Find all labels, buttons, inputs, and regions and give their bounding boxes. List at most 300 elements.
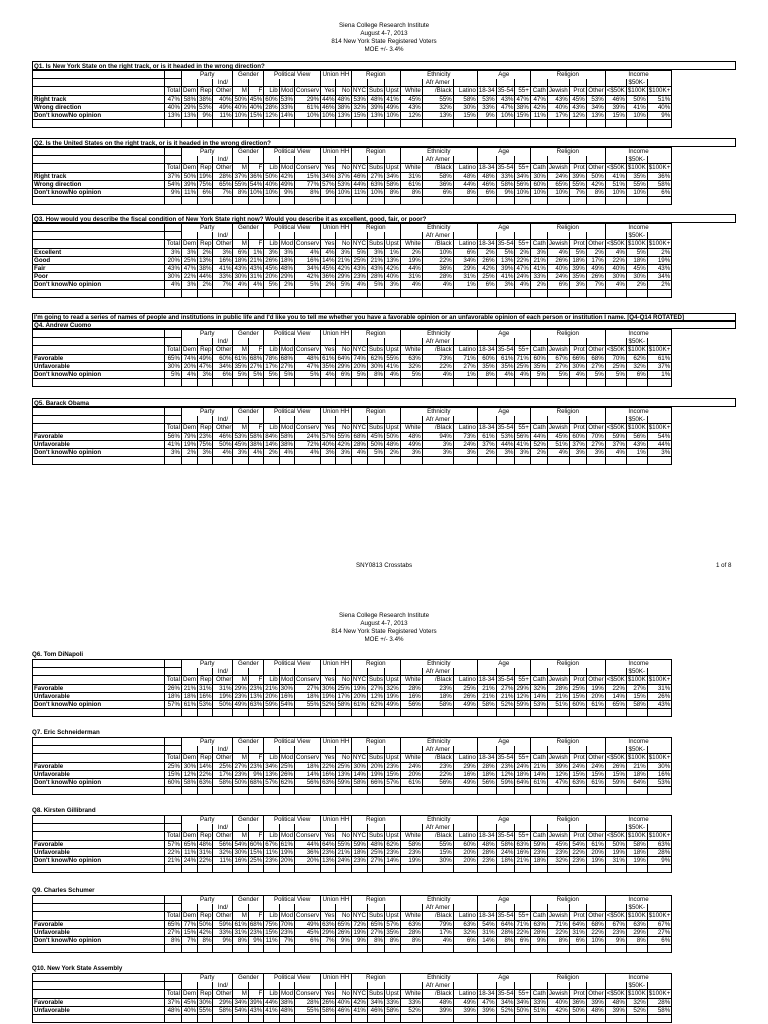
header-sub-cell	[547, 668, 569, 676]
spacer-cell	[295, 120, 321, 128]
table-cell: 63%	[453, 920, 477, 928]
header-sub-cell	[385, 904, 401, 912]
table-cell: 2%	[586, 248, 605, 256]
header-sub-cell	[248, 668, 263, 676]
table-cell: 25%	[165, 762, 182, 770]
column-header: No	[336, 240, 351, 248]
spacer-cell	[477, 457, 496, 465]
table-cell: 14%	[386, 857, 399, 865]
spacer-cell	[547, 945, 569, 953]
header-sub-cell: $50K-	[626, 746, 647, 754]
spacer-cell	[198, 787, 213, 795]
column-header: Other	[586, 164, 605, 172]
table-cell: 14%	[199, 762, 212, 770]
table-cell: 27%	[367, 684, 384, 692]
table-cell: 26%	[322, 998, 335, 1006]
column-header: Dem	[183, 164, 197, 172]
header-group: Region	[351, 71, 400, 79]
table-cell: 3%	[336, 448, 351, 456]
table-cell: 19%	[647, 256, 672, 264]
table-cell: 50%	[367, 440, 384, 448]
column-header: /Black	[422, 990, 453, 998]
header-sub-cell: Ind/	[213, 746, 233, 754]
table-row	[33, 856, 672, 864]
table-cell: 15%	[626, 692, 647, 700]
crosstab-table	[32, 973, 672, 1023]
spacer-cell	[477, 787, 496, 795]
spacer-cell	[233, 1014, 248, 1022]
column-header: Conserv	[296, 424, 320, 432]
table-cell: 55%	[234, 180, 247, 188]
column-header: Other	[213, 990, 233, 998]
header-group: Income	[605, 71, 672, 79]
table-cell: 28%	[400, 684, 422, 692]
column-header: White	[400, 240, 422, 248]
table-cell: 32%	[453, 928, 477, 936]
column-header: NYC	[352, 832, 366, 840]
header-group: Religion	[530, 224, 605, 232]
header-moe: MOE +/- 3.4%	[364, 46, 404, 53]
header-sub-cell	[248, 904, 263, 912]
header-sub-cell	[647, 746, 672, 754]
question-title: Q4. Andrew Cuomo	[32, 320, 736, 329]
column-header: Other	[213, 424, 233, 432]
spacer-cell	[351, 379, 367, 387]
table-cell: 4%	[496, 370, 515, 378]
spacer-cell	[33, 1014, 165, 1022]
column-header: Cath	[530, 754, 547, 762]
spacer-cell	[569, 787, 586, 795]
table-cell: 20%	[367, 762, 384, 770]
header-sub-cell	[233, 338, 248, 346]
table-cell: 32%	[530, 684, 547, 692]
column-header: Upst	[386, 990, 399, 998]
header-group: Region	[351, 738, 400, 746]
table-cell: 66%	[367, 778, 384, 786]
spacer-cell	[530, 865, 547, 873]
header-group: Ethnicity	[400, 896, 477, 904]
column-header: Dem	[183, 832, 197, 840]
table-cell: 24%	[496, 848, 515, 856]
table-cell: 32%	[422, 103, 453, 111]
header-sub-cell: Ind/	[213, 904, 233, 912]
header-sub-cell	[586, 338, 605, 346]
column-header: 35-54	[497, 164, 514, 172]
row-label: Unfavorable	[33, 362, 165, 370]
spacer-cell	[336, 289, 351, 297]
table-cell: 45%	[234, 440, 247, 448]
spacer-cell	[264, 197, 279, 205]
table-cell: 1%	[453, 281, 477, 289]
table-cell: 50%	[234, 779, 247, 787]
table-cell: 24%	[547, 273, 569, 281]
header-blank	[33, 974, 165, 982]
table-cell: 42%	[351, 998, 367, 1006]
table-cell: 3%	[422, 448, 453, 456]
table-cell: 56%	[626, 432, 647, 440]
header-sub-cell	[33, 982, 165, 990]
table-cell: 53%	[530, 700, 547, 708]
table-cell: 54%	[165, 180, 182, 188]
spacer-cell	[367, 1014, 384, 1022]
table-cell: 31%	[249, 273, 263, 281]
column-header: Rep	[198, 240, 213, 248]
table-cell: 17%	[213, 770, 233, 778]
table-cell: 19%	[605, 848, 626, 856]
table-cell: 5%	[586, 370, 605, 378]
table-cell: 34%	[516, 172, 529, 180]
spacer-cell	[453, 289, 477, 297]
column-header: White	[400, 832, 422, 840]
header-sub-cell	[233, 904, 248, 912]
spacer-cell	[351, 457, 367, 465]
table-cell: 94%	[422, 432, 453, 440]
header-dates: August 4-7, 2013	[360, 620, 408, 627]
table-cell: 20%	[265, 273, 278, 281]
row-label: Don't know/No opinion	[33, 936, 165, 944]
column-header: Jewish	[548, 754, 568, 762]
table-cell: 50%	[605, 840, 626, 848]
table-cell: 31%	[477, 928, 496, 936]
table-cell: 6%	[233, 248, 248, 256]
column-header: $100K	[627, 754, 646, 762]
table-cell: 29%	[516, 684, 529, 692]
table-cell: 47%	[516, 95, 529, 103]
crosstab-table	[32, 407, 672, 465]
table-cell: 9%	[279, 188, 294, 196]
header-sub-cell	[547, 746, 569, 754]
header-blank	[33, 408, 165, 416]
table-row	[33, 448, 672, 456]
spacer-cell	[321, 1014, 336, 1022]
spacer-cell	[626, 120, 647, 128]
table-cell: 32%	[400, 362, 422, 370]
table-row	[33, 998, 672, 1006]
table-cell: 4%	[569, 370, 586, 378]
column-header: $100K+	[648, 832, 671, 840]
table-cell: 10%	[265, 189, 278, 197]
table-cell: 32%	[626, 362, 647, 370]
table-cell: 63%	[322, 779, 335, 787]
table-cell: 60%	[165, 778, 182, 786]
table-cell: 48%	[199, 840, 212, 848]
header-group: Political View	[264, 408, 321, 416]
spacer-cell	[33, 120, 165, 128]
column-header: Upst	[386, 676, 399, 684]
spacer-cell	[547, 1014, 569, 1022]
column-header: Jewish	[548, 164, 568, 172]
table-cell: 40%	[547, 264, 569, 272]
header-group: Political View	[264, 224, 321, 232]
spacer-cell	[165, 197, 182, 205]
table-cell: 6%	[477, 281, 496, 289]
table-cell: 5%	[165, 370, 182, 378]
header-sub-cell	[336, 746, 351, 754]
table-cell: 39%	[569, 264, 586, 272]
header-blank	[33, 990, 165, 998]
table-cell: 7%	[569, 188, 586, 196]
table-cell: 29%	[626, 928, 647, 936]
spacer-cell	[264, 457, 279, 465]
column-header: /Black	[422, 754, 453, 762]
header-sub-cell: Afr Amer	[422, 668, 453, 676]
spacer-row	[33, 1014, 672, 1022]
spacer-cell	[336, 457, 351, 465]
table-cell: 31%	[453, 273, 477, 281]
column-header: 35-54	[497, 424, 514, 432]
table-cell: 43%	[351, 264, 367, 272]
table-cell: 35%	[626, 172, 647, 180]
table-cell: 53%	[351, 95, 367, 103]
header-group: Union HH	[322, 330, 350, 338]
header-sub-cell: Ind/	[213, 982, 233, 990]
spacer-cell	[569, 289, 586, 297]
header-sub-cell	[496, 904, 515, 912]
column-header: 18-34	[478, 424, 495, 432]
header-sub-cell: Ind/	[213, 232, 233, 240]
table-cell: 12%	[496, 770, 515, 778]
table-cell: 10%	[234, 112, 247, 120]
table-cell: 40%	[322, 440, 335, 448]
table-cell: 61%	[295, 103, 321, 111]
spacer-cell	[400, 289, 422, 297]
spacer-cell	[605, 865, 626, 873]
column-header: Total	[165, 240, 182, 248]
table-cell: 36%	[569, 998, 586, 1006]
header-group: Gender	[233, 71, 264, 79]
spacer-cell	[213, 787, 233, 795]
header-sub-cell	[182, 904, 198, 912]
column-header: Total	[165, 346, 182, 354]
header-group: Party	[182, 148, 233, 156]
table-row	[33, 692, 672, 700]
header-sub-cell	[496, 79, 515, 87]
table-cell: 60%	[453, 840, 477, 848]
table-cell: 60%	[213, 354, 233, 362]
column-header: Lib	[264, 424, 279, 432]
table-cell: 39%	[453, 1006, 477, 1014]
table-cell: 3%	[400, 448, 422, 456]
table-cell: 24%	[295, 432, 321, 440]
table-cell: 5%	[264, 281, 279, 289]
table-cell: 14%	[477, 936, 496, 944]
spacer-cell	[647, 709, 672, 717]
spacer-cell	[295, 865, 321, 873]
column-header: Rep	[198, 676, 213, 684]
header-sub-cell	[400, 156, 422, 164]
header-group: Gender	[233, 974, 264, 982]
table-cell: 79%	[182, 432, 198, 440]
table-cell: 14%	[265, 440, 278, 448]
table-cell: 78%	[265, 354, 278, 362]
table-cell: 56%	[477, 778, 496, 786]
table-cell: 17%	[337, 692, 350, 700]
table-cell: 34%	[453, 256, 477, 264]
table-cell: 61%	[322, 354, 335, 362]
table-cell: 19%	[367, 770, 384, 778]
column-header: White	[400, 424, 422, 432]
header-sub-cell	[351, 232, 367, 240]
table-cell: 2%	[321, 281, 336, 289]
table-cell: 61%	[477, 432, 496, 440]
column-header: White	[400, 346, 422, 354]
table-cell: 24%	[337, 857, 350, 865]
column-header: Prot	[569, 990, 586, 998]
table-cell: 3%	[569, 448, 586, 456]
table-cell: 48%	[586, 1006, 605, 1014]
table-cell: 23%	[386, 848, 399, 856]
header-group: Gender	[233, 330, 264, 338]
column-header: Latino	[453, 832, 477, 840]
column-header: Other	[586, 240, 605, 248]
column-header: Yes	[321, 832, 336, 840]
header-sub-cell: $50K-	[626, 982, 647, 990]
header-sub-cell	[605, 904, 626, 912]
table-cell: 52%	[530, 440, 547, 448]
header-sub-cell: $50K-	[626, 904, 647, 912]
table-cell: 53%	[199, 103, 212, 111]
table-cell: 20%	[265, 692, 278, 700]
header-sub-cell	[321, 668, 336, 676]
spacer-cell	[515, 289, 530, 297]
column-header: M	[233, 164, 248, 172]
table-cell: 36%	[322, 273, 335, 281]
table-cell: 45%	[626, 264, 647, 272]
column-header: Mod	[280, 754, 294, 762]
header-group: Ethnicity	[400, 71, 477, 79]
table-cell: 13%	[337, 770, 350, 778]
table-cell: 10%	[547, 188, 569, 196]
header-sub-cell	[400, 904, 422, 912]
column-header: $100K	[627, 912, 646, 920]
header-sub-cell	[351, 668, 367, 676]
header-sub-cell	[547, 156, 569, 164]
spacer-cell	[295, 197, 321, 205]
table-cell: 11%	[213, 856, 233, 864]
spacer-cell	[198, 289, 213, 297]
header-blank	[33, 754, 165, 762]
column-header: F	[248, 912, 263, 920]
table-cell: 62%	[386, 840, 399, 848]
row-label: Favorable	[33, 354, 165, 362]
header-group: Party	[182, 71, 233, 79]
table-cell: 1%	[248, 248, 263, 256]
table-cell: 53%	[647, 778, 672, 786]
header-sub-cell	[198, 668, 213, 676]
table-cell: 17%	[586, 256, 605, 264]
spacer-cell	[547, 457, 569, 465]
column-header: Prot	[569, 164, 586, 172]
spacer-cell	[496, 787, 515, 795]
spacer-cell	[586, 865, 605, 873]
header-row-columns	[33, 912, 672, 920]
spacer-cell	[569, 120, 586, 128]
header-row-groups	[33, 71, 672, 79]
table-cell: 46%	[322, 103, 335, 111]
row-label: Wrong direction	[33, 103, 165, 111]
spacer-cell	[422, 787, 453, 795]
table-row	[33, 840, 672, 848]
column-header: F	[248, 346, 263, 354]
table-cell: 5%	[400, 370, 422, 378]
header-sub-cell	[586, 904, 605, 912]
table-cell: 33%	[213, 928, 233, 936]
table-cell: 3%	[198, 370, 213, 378]
header-sub-cell	[165, 904, 182, 912]
table-cell: 18%	[516, 770, 529, 778]
header-group: Party	[182, 660, 233, 668]
table-cell: 33%	[213, 273, 233, 281]
table-cell: 15%	[182, 928, 198, 936]
spacer-cell	[182, 379, 198, 387]
table-cell: 27%	[280, 362, 294, 370]
table-cell: 54%	[280, 701, 294, 709]
table-cell: 45%	[569, 95, 586, 103]
table-cell: 4%	[547, 448, 569, 456]
table-cell: 9%	[647, 111, 672, 119]
header-sub-cell	[336, 824, 351, 832]
header-group: Union HH	[322, 224, 350, 232]
table-cell: 13%	[182, 111, 198, 119]
header-sub-cell	[647, 79, 672, 87]
table-cell: 18%	[626, 770, 647, 778]
table-cell: 52%	[626, 1006, 647, 1014]
table-cell: 30%	[367, 362, 384, 370]
column-header: Subs	[368, 87, 384, 95]
table-cell: 15%	[249, 848, 263, 856]
spacer-cell	[33, 787, 165, 795]
table-cell: 17%	[265, 362, 278, 370]
header-sub-cell	[496, 232, 515, 240]
spacer-cell	[453, 709, 477, 717]
spacer-cell	[605, 787, 626, 795]
header-group: Region	[351, 148, 400, 156]
table-cell: 4%	[248, 281, 263, 289]
column-header: Cath	[530, 240, 547, 248]
column-header: Other	[213, 676, 233, 684]
table-cell: 13%	[586, 111, 605, 119]
table-cell: 64%	[626, 778, 647, 786]
column-header: $100K+	[648, 87, 671, 95]
spacer-cell	[569, 1014, 586, 1022]
table-cell: 58%	[386, 1006, 399, 1014]
table-cell: 31%	[647, 684, 672, 692]
table-cell: 20%	[295, 856, 321, 864]
table-cell: 24%	[516, 762, 529, 770]
table-cell: 59%	[605, 778, 626, 786]
table-cell: 39%	[547, 762, 569, 770]
table-row	[33, 700, 672, 708]
spacer-cell	[264, 709, 279, 717]
spacer-cell	[477, 289, 496, 297]
spacer-cell	[496, 945, 515, 953]
table-cell: 23%	[265, 857, 278, 865]
table-cell: 56%	[400, 700, 422, 708]
table-cell: 61%	[530, 778, 547, 786]
table-cell: 13%	[337, 112, 350, 120]
header-group: Gender	[233, 738, 264, 746]
header-blank	[33, 676, 165, 684]
table-cell: 61%	[400, 778, 422, 786]
table-cell: 84%	[265, 432, 278, 440]
table-cell: 19%	[322, 692, 335, 700]
header-sub-cell	[279, 232, 294, 240]
header-group: Union HH	[322, 71, 350, 79]
table-cell: 61%	[234, 354, 247, 362]
column-header: <$50K	[606, 240, 625, 248]
table-cell: 64%	[322, 840, 335, 848]
table-cell: 27%	[453, 362, 477, 370]
